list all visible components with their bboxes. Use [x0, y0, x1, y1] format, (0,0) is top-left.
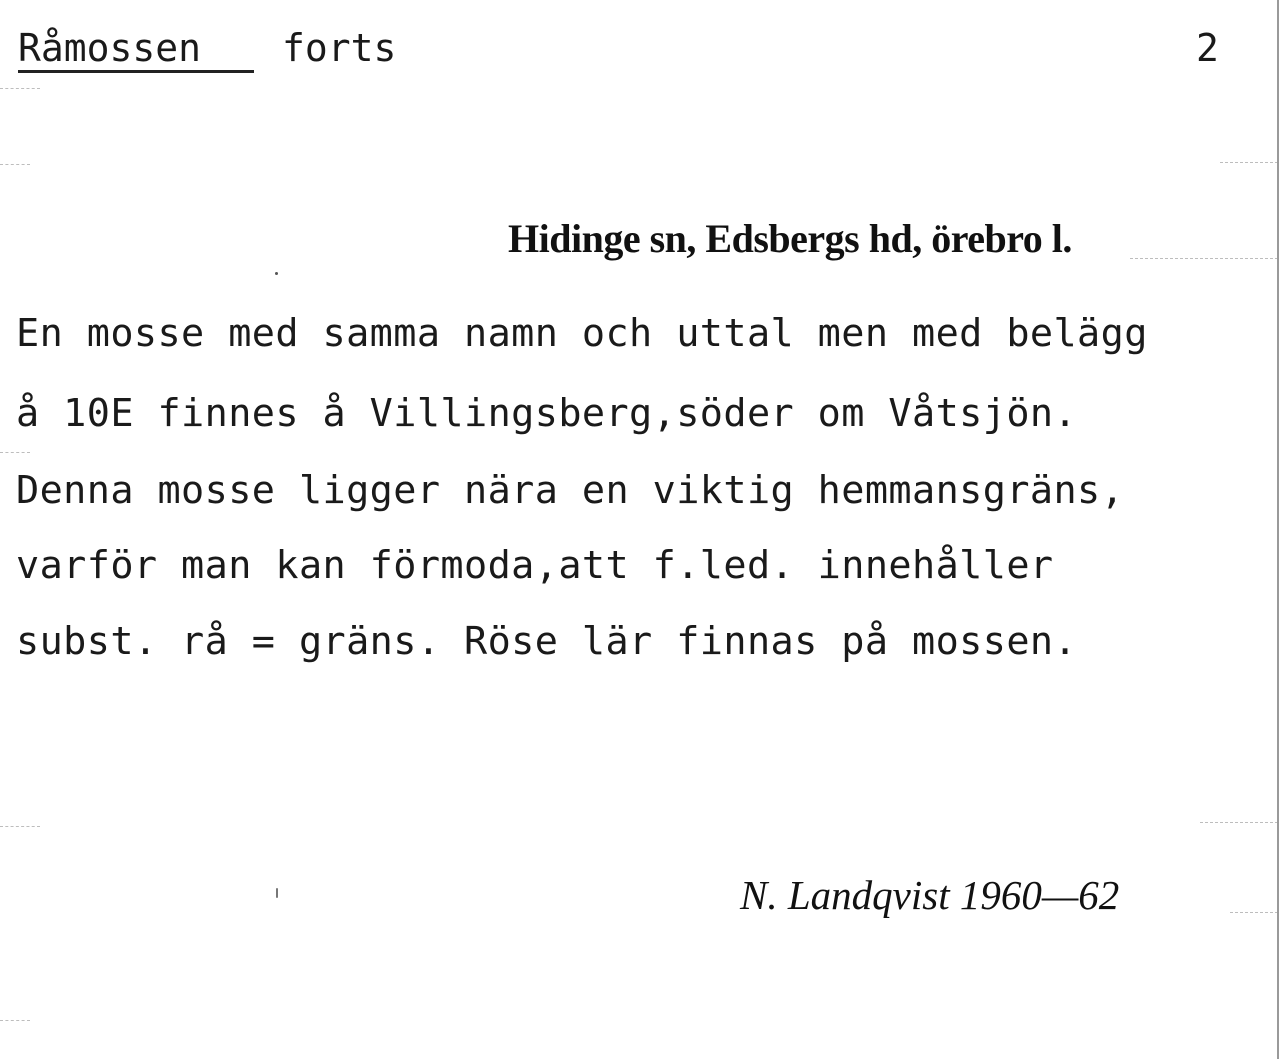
- author-signature: N. Landqvist 1960—62: [740, 872, 1120, 918]
- scan-speck: [275, 272, 278, 275]
- scan-artifact-line: [1220, 162, 1278, 163]
- card-continuation-label: forts: [282, 26, 397, 70]
- scan-speck: [276, 888, 278, 898]
- card-title: Råmossen: [18, 26, 254, 73]
- page-number: 2: [1196, 26, 1219, 70]
- body-line: En mosse med samma namn och uttal men med belägg: [16, 311, 1148, 356]
- scan-artifact-line: [1200, 822, 1278, 823]
- scan-artifact-line: [0, 1020, 30, 1021]
- scan-artifact-line: [0, 88, 40, 89]
- card-right-edge: [1277, 0, 1279, 1059]
- body-line: Denna mosse ligger nära en viktig hemmansgräns,: [16, 468, 1125, 513]
- location-heading: Hidinge sn, Edsbergs hd, örebro l.: [508, 216, 1072, 261]
- scan-artifact-line: [0, 452, 30, 453]
- scan-artifact-line: [1230, 912, 1278, 913]
- body-line: å 10E finnes å Villingsberg,söder om Våtsjön.: [16, 391, 1078, 436]
- body-line: varför man kan förmoda,att f.led. innehåller: [16, 543, 1054, 588]
- scan-artifact-line: [1130, 258, 1278, 259]
- body-line: subst. rå = gräns. Röse lär finnas på mossen.: [16, 619, 1078, 664]
- scan-artifact-line: [0, 164, 30, 165]
- scan-artifact-line: [0, 826, 40, 827]
